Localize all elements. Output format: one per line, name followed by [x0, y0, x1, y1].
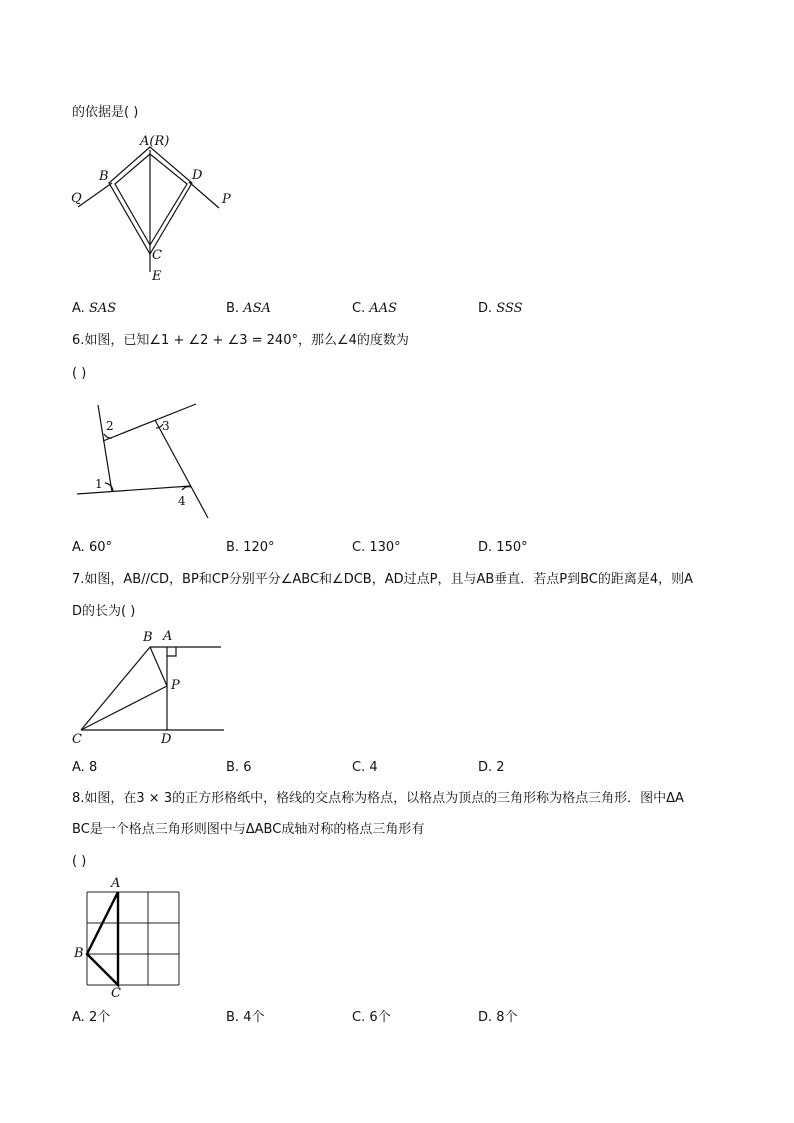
q6-option-d[interactable]: D. 150°	[478, 540, 528, 555]
q7-stem-line1: 7.如图，AB//CD，BP和CP分别平分∠ABC和∠DCB，AD过点P，且与AB垂直．若点P到BC的距离是4，则A	[72, 572, 694, 587]
q5-option-b[interactable]: B. ASA	[226, 301, 271, 316]
q8-stem-line1: 8.如图，在3 × 3的正方形格纸中，格线的交点称为格点，以格点为顶点的三角形称为格点三角形．图中ΔA	[72, 791, 684, 806]
q5-label-E: E	[152, 269, 162, 284]
q6-label-4: 4	[178, 494, 186, 508]
q6-option-b[interactable]: B. 120°	[226, 540, 275, 555]
q7-label-C: C	[72, 732, 82, 747]
q7-stem-line2: D的长为( )	[72, 604, 136, 619]
q8-option-d[interactable]: D. 8个	[478, 1010, 518, 1025]
q6-paren: ( )	[72, 366, 87, 381]
q8-label-A: A	[111, 876, 121, 891]
q7-option-a[interactable]: A. 8	[72, 760, 98, 775]
q7-label-D: D	[161, 732, 172, 747]
q5-label-A: A(R)	[140, 134, 170, 149]
q6-option-a[interactable]: A. 60°	[72, 540, 112, 555]
q5-label-D: D	[192, 168, 203, 183]
q5-option-a[interactable]: A. SAS	[72, 301, 117, 316]
q7-option-d[interactable]: D. 2	[478, 760, 505, 775]
q6-label-3: 3	[162, 419, 170, 433]
q5-option-c[interactable]: C. AAS	[352, 301, 398, 316]
q5-stem-tail: 的依据是( )	[72, 105, 139, 120]
q7-option-c[interactable]: C. 4	[352, 760, 378, 775]
q5-label-C: C	[152, 248, 162, 263]
q7-label-B: B	[143, 630, 153, 645]
q5-label-Q: Q	[71, 191, 82, 206]
q7-label-A: A	[163, 629, 173, 644]
q8-option-b[interactable]: B. 4个	[226, 1010, 265, 1025]
q8-paren: ( )	[72, 854, 87, 869]
q8-option-a[interactable]: A. 2个	[72, 1010, 111, 1025]
q6-stem: 6.如图，已知∠1 + ∠2 + ∠3 = 240°，那么∠4的度数为	[72, 333, 409, 348]
q8-option-c[interactable]: C. 6个	[352, 1010, 391, 1025]
q8-label-B: B	[74, 946, 84, 961]
q5-option-d[interactable]: D. SSS	[478, 301, 523, 316]
q8-stem-line2: BC是一个格点三角形则图中与ΔABC成轴对称的格点三角形有	[72, 822, 425, 837]
q5-label-P: P	[222, 192, 231, 207]
q6-option-c[interactable]: C. 130°	[352, 540, 401, 555]
q8-label-C: C	[111, 986, 121, 1001]
q7-option-b[interactable]: B. 6	[226, 760, 252, 775]
q6-label-1: 1	[95, 477, 103, 491]
q7-label-P: P	[171, 678, 180, 693]
q6-label-2: 2	[106, 419, 114, 433]
q5-label-B: B	[99, 169, 109, 184]
